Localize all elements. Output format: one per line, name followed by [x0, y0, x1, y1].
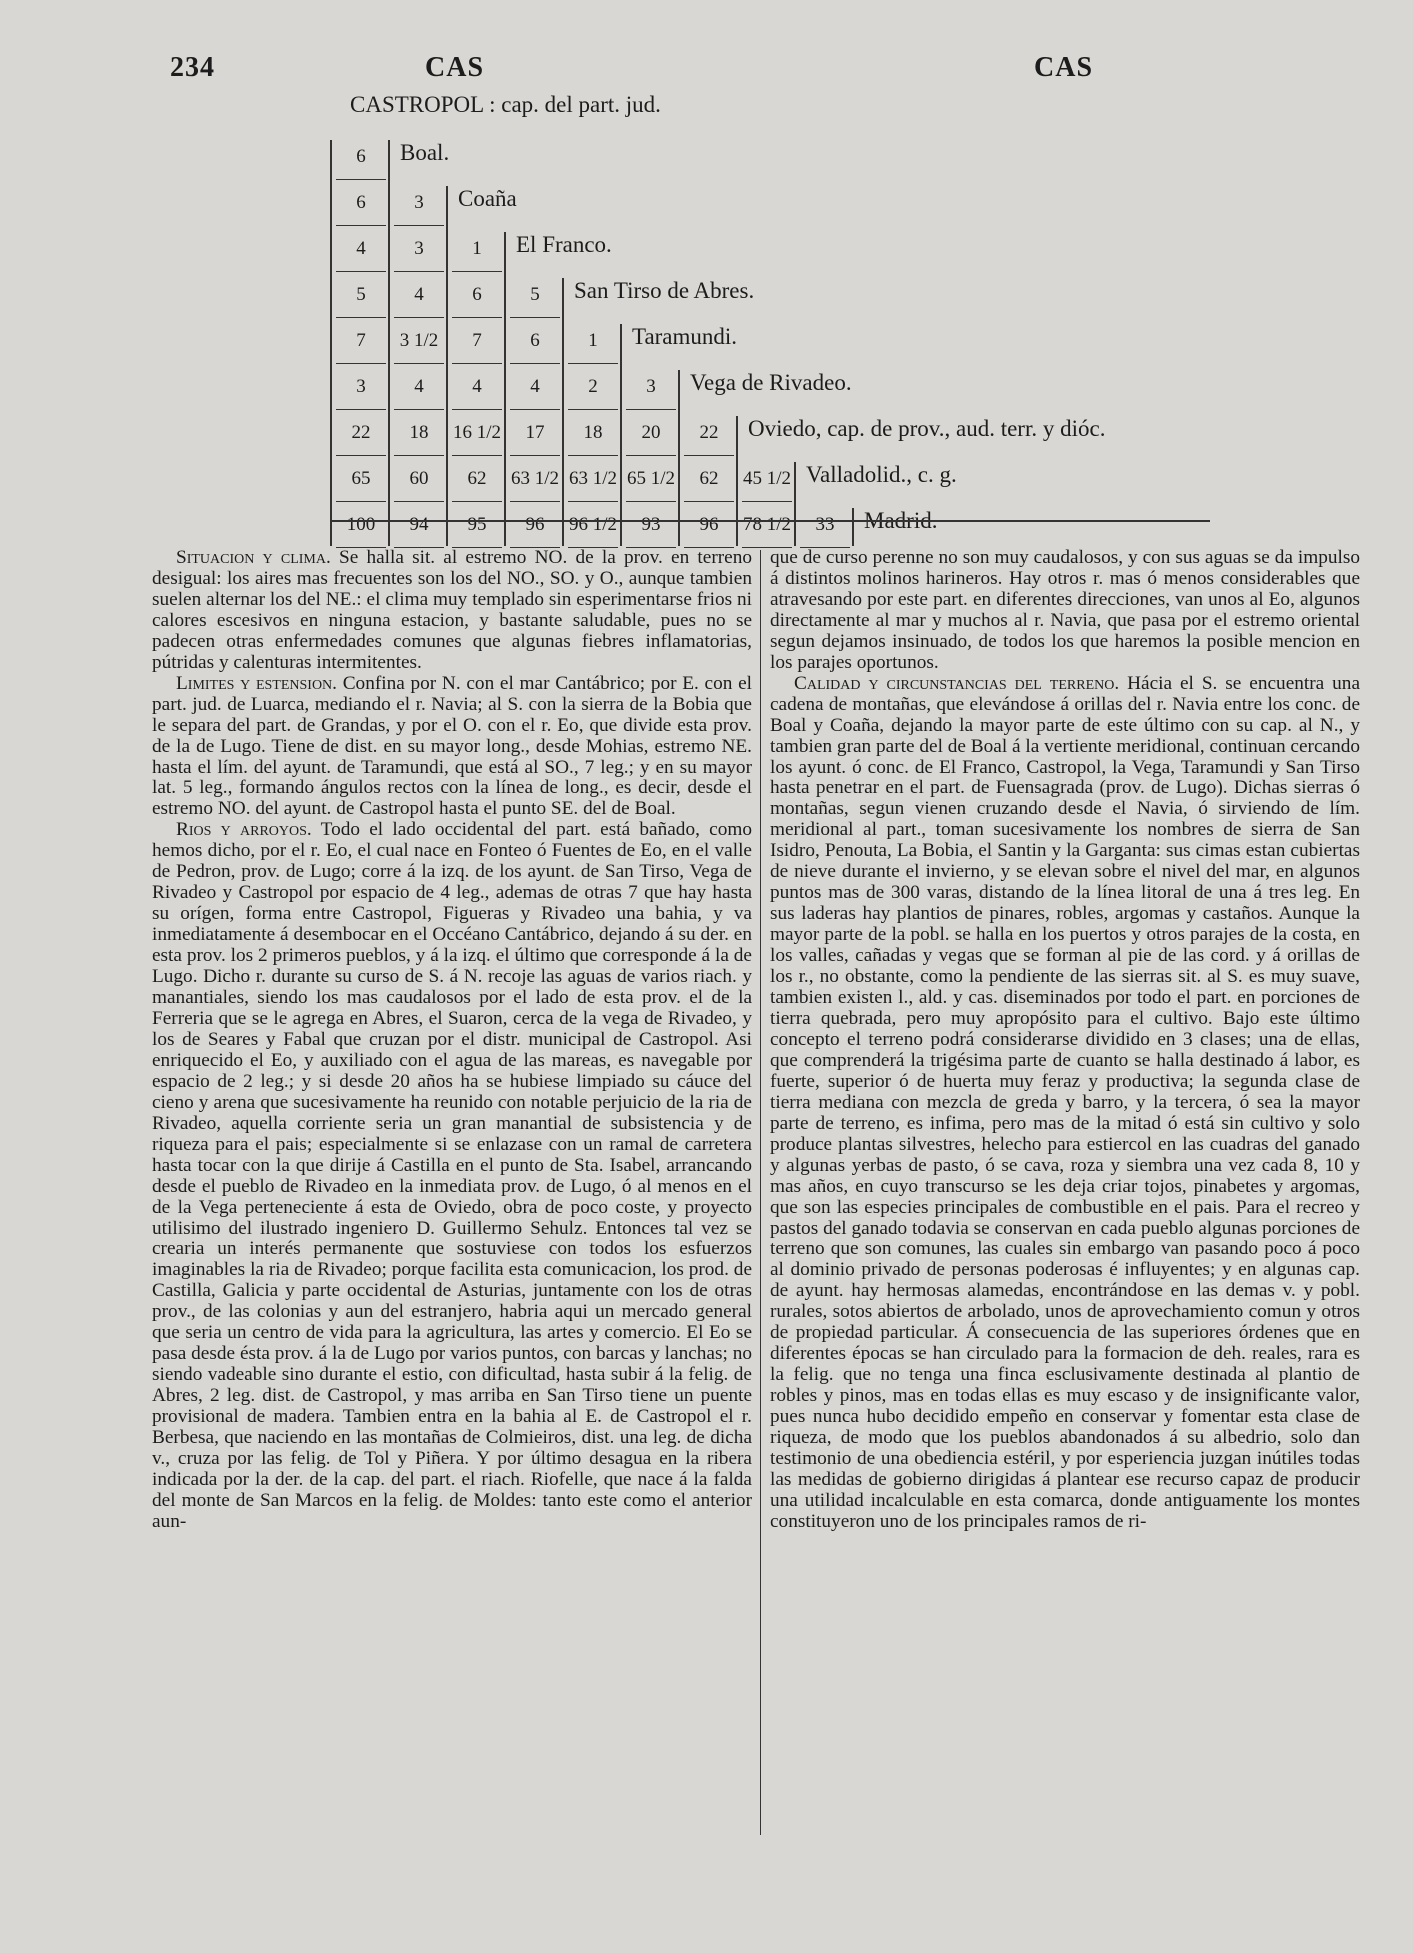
- distance-cell: 78 1/2: [738, 514, 796, 536]
- distance-cell: 63 1/2: [564, 468, 622, 490]
- paragraph: [152, 548, 752, 674]
- distance-cell: 62: [680, 468, 738, 490]
- distance-cell: 63 1/2: [506, 468, 564, 490]
- distance-table-baseline: [330, 520, 1210, 522]
- distance-cell: 100: [332, 514, 390, 536]
- distance-row-label: San Tirso de Abres.: [574, 278, 755, 303]
- distance-row-label: Valladolid., c. g.: [806, 462, 957, 487]
- distance-table: [330, 92, 1210, 535]
- distance-column-rule: [736, 416, 738, 546]
- distance-cell: 22: [332, 422, 390, 444]
- distance-cell: 65 1/2: [622, 468, 680, 490]
- distance-cell: 6: [448, 284, 506, 306]
- distance-cell: 3 1/2: [390, 330, 448, 352]
- distance-cell: 20: [622, 422, 680, 444]
- paragraph: [770, 548, 1360, 674]
- distance-cell: 93: [622, 514, 680, 536]
- page-number: 234: [170, 52, 215, 83]
- distance-cell: 96: [680, 514, 738, 536]
- distance-column-rule: [446, 186, 448, 546]
- distance-row-label: Taramundi.: [632, 324, 738, 349]
- distance-cell: 18: [390, 422, 448, 444]
- paragraph: [152, 674, 752, 821]
- running-header-right: CAS: [1034, 52, 1094, 83]
- distance-cell: 4: [506, 376, 564, 398]
- paragraph: [152, 820, 752, 1532]
- distance-cell: 1: [448, 238, 506, 260]
- distance-cell: 7: [332, 330, 390, 352]
- distance-cell: 6: [332, 146, 390, 168]
- distance-cell: 96: [506, 514, 564, 536]
- distance-cell: 5: [332, 284, 390, 306]
- distance-cell: 60: [390, 468, 448, 490]
- distance-cell: 65: [332, 468, 390, 490]
- distance-column-rule: [620, 324, 622, 546]
- distance-cell: 45 1/2: [738, 468, 796, 490]
- distance-row-label: Coaña: [458, 186, 517, 211]
- distance-column-rule: [330, 140, 332, 546]
- distance-cell: 4: [390, 376, 448, 398]
- distance-cell: 3: [390, 192, 448, 214]
- section-heading: Rios y arroyos.: [176, 819, 312, 841]
- distance-row-label: Madrid.: [864, 508, 938, 533]
- distance-column-rule: [504, 232, 506, 546]
- section-heading: Situacion y clima.: [176, 547, 331, 568]
- paragraph-text: que de curso perenne no son muy caudalosos, y con sus aguas se da impulso á distintos molinos harineros. Hay otros r. mas ó menos considerables que atravesando por este part. en diferentes direcciones, van unos al Eo, algunos directamente al mar y muchos al r. Navia, que pasa por el estremo oriental segun dejamos insinuado, de todos los que haremos la posible mencion en los parajes oportunos.: [770, 547, 1360, 673]
- distance-cell: 18: [564, 422, 622, 444]
- paragraph-text: Hácia el S. se encuentra una cadena de montañas, que elevándose á orillas del r. Navia entre los conc. de Boal y Coaña, dejando la mayor parte de este último con su cap. al N., y tambien gran parte del de Boal á la vertiente meridional, continuan cercando los ayunt. ó conc. de El Franco, Castropol, la Vega, Taramundi y San Tirso hasta penetrar en el part. de Fuensagrada (prov. de Lugo). Dichas sierras ó montañas, segun vienen cruzando desde el Navia, ó sirviendo de lím. meridional al part., toman sucesivamente los nombres de sierra de San Isidro, Penouta, La Bobia, el Santin y la Garganta: sus cimas estan cubiertas de nieve durante el invierno, y se elevan sobre el nivel del mar, en algunos puntos mas de 300 varas, distando de la línea litoral de una á tres leg. En sus laderas hay plantios de pinares, robles, argomas y castaños. Aunque la mayor parte de la pobl. se halla en los puertos y otros parajes de la costa, en los valles, cañadas y vegas que se forman al pie de las cord. y á orillas de los r., no obstante, como la pendiente de las sierras sit. al S. es muy suave, tambien existen l., ald. y cas. diseminados por todo el part. en porciones de tierra quebrada, pero muy apropósito para el cultivo. Bajo este último concepto el terreno podrá considerarse dividido en 3 clases; una de ellas, que comprenderá la trigésima parte de cuanto se halla destinado á labor, es fuerte, superior ó de huerta muy feraz y productiva; la segunda clase de tierra mediana con mezcla de greda y barro, y la tercera, ó sea la mayor parte de terreno, es infima, pero mas de la mitad ó está sin cultivo y solo produce plantas silvestres, helecho para estiercol en las cuadras del ganado y algunas yerbas de pasto, ó se cava, roza y siembra una vez cada 8, 10 y mas años, en cuyo transcurso se les deja criar tojos, pinabetes y argomas, que son las especies principales de combustible en el pais. Para el recreo y pastos del ganado todavia se conservan en cada pueblo algunas porciones de terreno que son comunes, las cuales sin embargo van pasando poco á poco al dominio privado de personas poderosas é influyentes; y en algunas cap. de ayunt. hay hermosas alamedas, encontrándose en las demas v. y pobl. rurales, sotos abiertos de arbolado, unos de aprovechamiento comun y otros de propiedad particular. Á consecuencia de las superiores órdenes que en diferentes épocas se han circulado para la formacion de deh. reales, rara es la felig. que no tenga una finca esclusivamente destinada al plantio de robles y pinos, mas en todas ellas es muy escaso y de insignificante valor, pues nunca hubo decidido empeño en conservar y fomentar esta clase de riqueza, de modo que los pueblos abandonados á su albedrio, solo dan testimonio de una obediencia estéril, y por esperiencia juzgan inútiles todas las medidas de gobierno dirigidas á plantear ese recurso capaz de producir una utilidad incalculable en esta comarca, donde antiguamente los montes constituyeron uno de los principales ramos de ri-: [770, 672, 1360, 1532]
- distance-cell: 3: [390, 238, 448, 260]
- section-heading: Calidad y circunstancias del terreno.: [794, 672, 1120, 694]
- distance-cell: 17: [506, 422, 564, 444]
- distance-cell: 3: [332, 376, 390, 398]
- distance-cell: 4: [332, 238, 390, 260]
- distance-cell: 6: [506, 330, 564, 352]
- distance-column-rule: [388, 140, 390, 546]
- distance-column-rule: [562, 278, 564, 546]
- column-divider: [760, 550, 761, 1835]
- distance-cell: 94: [390, 514, 448, 536]
- distance-cell: 96 1/2: [564, 514, 622, 536]
- distance-row-label: Vega de Rivadeo.: [690, 370, 852, 395]
- paragraph: [770, 674, 1360, 1533]
- distance-column-rule: [794, 462, 796, 546]
- distance-cell: 7: [448, 330, 506, 352]
- running-header-left: CAS: [425, 52, 485, 83]
- right-text-column: [770, 548, 1360, 1533]
- distance-row-label: Oviedo, cap. de prov., aud. terr. y dióc.: [748, 416, 1106, 441]
- distance-cell: 6: [332, 192, 390, 214]
- paragraph-text: Todo el lado occidental del part. está bañado, como hemos dicho, por el r. Eo, el cual nace en Fonteo ó Fuentes de Eo, en el valle de Pedron, prov. de Lugo; corre á la izq. de los ayunt. de San Tirso, Vega de Rivadeo y Castropol por espacio de 4 leg., ademas de otras 7 que hay hasta su orígen, forma entre Castropol, Figueras y Rivadeo una bahia, y va inmediatamente á desembocar en el Occéano Cantábrico, dejando á su der. en esta prov. los 2 primeros pueblos, y á la izq. el último que corresponde á la de Lugo. Dicho r. durante su curso de S. á N. recoje las aguas de varios riach. y manantiales, siendo los mas caudalosos por el lado de esta prov. el de la Ferreria que se le agrega en Abres, el Suaron, cerca de la vega de Rivadeo, y los de Seares y Fabal que cruzan por el distr. municipal de Castropol. Asi enriquecido el Eo, y auxiliado con el agua de las mareas, es navegable por espacio de 2 leg.; y si desde 20 años ha se hubiese limpiado su cáuce del cieno y arena que sucesivamente ha reunido con notable perjuicio de la ria de Rivadeo, aquella corriente seria un gran manantial de subsistencia y de riqueza para el pais; especialmente si se enlazase con un ramal de carretera hasta tocar con la que dirije á Castilla en el punto de Sta. Isabel, arrancando desde el pueblo de Rivadeo en la inmediata prov. de Lugo, ó al menos en el de la Vega perteneciente á esta de Oviedo, obra de poco coste, y proyecto utilisimo del ilustrado ingeniero D. Guillermo Sehulz. Entonces tal vez se crearia un interés permanente que sostuviese con todos los esfuerzos imaginables la ria de Rivadeo; porque facilita esta comunicacion, los prod. de Castilla, Galicia y parte occidental de Asturias, juntamente con los de otras prov., de las colonias y aun del estranjero, habria aqui un mercado general que seria un centro de vida para la agricultura, las artes y comercio. El Eo se pasa desde ésta prov. á la de Lugo por varios puntos, con barcas y lanchas; no siendo vadeable sino durante el estio, con dificultad, hasta subir á la felig. de Abres, 2 leg. dist. de Castropol, y mas arriba en San Tirso tiene un puente provisional de madera. Tambien entra en la bahia al E. de Castropol el r. Berbesa, que naciendo en las montañas de Colmieiros, dist. una leg. de dicha v., cruza por las felig. de Tol y Piñera. Y por último desagua en la ribera indicada por la der. de la cap. del part. el riach. Riofelle, que nace á la falda del monte de San Marcos en la felig. de Moldes: tanto este como el anterior aun-: [152, 819, 752, 1532]
- paragraph-text: Confina por N. con el mar Cantábrico; por E. con el part. jud. de Luarca, mediando el r. Navia; al S. con la sierra de la Bobia que le separa del part. de Grandas, y por el O. con el r. Eo, que divide esta prov. de la de Lugo. Tiene de dist. en su mayor long., desde Mohias, estremo NE. hasta el lím. del ayunt. de Taramundi, que está al SO., 7 leg.; y en su mayor lat. 5 leg., formando ángulos rectos con la línea de long., es decir, desde el estremo NO. del ayunt. de Castropol hasta el punto SE. del de Boal.: [152, 672, 752, 820]
- distance-cell: 5: [506, 284, 564, 306]
- distance-cell: 3: [622, 376, 680, 398]
- distance-cell: 62: [448, 468, 506, 490]
- distance-column-rule: [852, 508, 854, 546]
- paragraph-text: Se halla sit. al estremo NO. de la prov. en terreno desigual: los aires mas frecuentes son los del NO., SO. y O., aunque tambien suelen alternar los del NE.: el clima muy templado sin esperimentarse frios ni calores escesivos en ninguna estacion, y bastante saludable, pues no se padecen otras enfermedades comunes que algunas fiebres inflamatorias, pútridas y calenturas intermitentes.: [152, 547, 753, 673]
- distance-cell: 1: [564, 330, 622, 352]
- distance-row-label: Boal.: [400, 140, 450, 165]
- distance-row-label: El Franco.: [516, 232, 612, 257]
- distance-table-title: CASTROPOL : cap. del part. jud.: [350, 92, 661, 117]
- distance-cell: 95: [448, 514, 506, 536]
- left-text-column: [152, 548, 752, 1533]
- distance-cell: 4: [390, 284, 448, 306]
- distance-cell: 33: [796, 514, 854, 536]
- section-heading: Limites y estension.: [176, 672, 337, 694]
- distance-cell: 16 1/2: [448, 422, 506, 444]
- distance-cell: 4: [448, 376, 506, 398]
- distance-cell: 2: [564, 376, 622, 398]
- distance-cell: 22: [680, 422, 738, 444]
